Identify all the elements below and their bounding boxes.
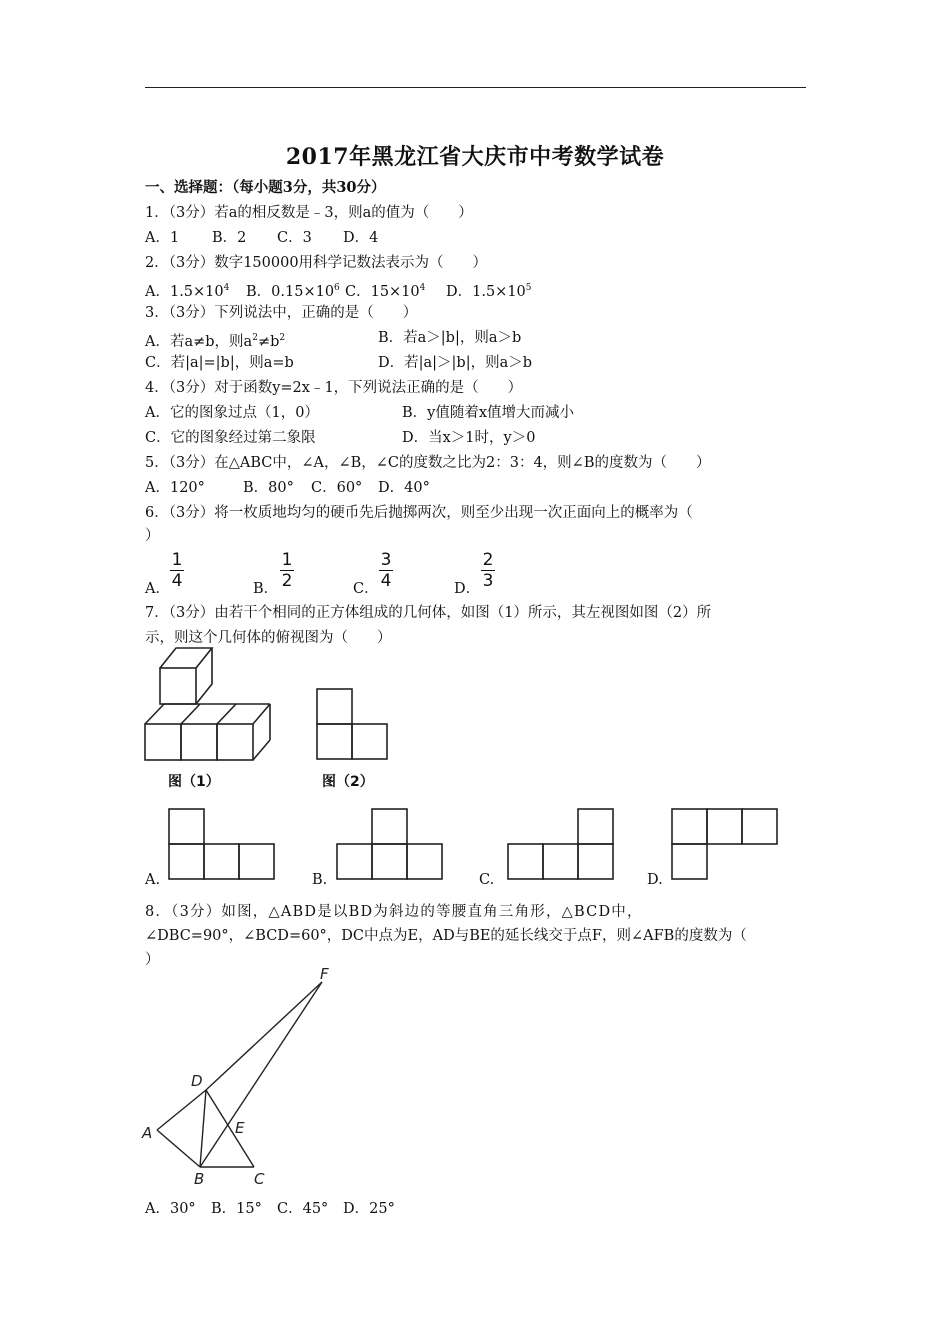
question-7-stem: 7．（3分）由若干个相同的正方体组成的几何体，如图（1）所示，其左视图如图（2）所 bbox=[145, 605, 712, 621]
option-d: D．当x＞1时，y＞0 bbox=[402, 430, 536, 446]
question-8-stem-end: ） bbox=[145, 952, 160, 968]
question-1-stem: 1．（3分）若a的相反数是﹣3，则a的值为（ ） bbox=[145, 205, 473, 221]
option-d: D．40° bbox=[378, 480, 430, 496]
option-a-label: A． bbox=[145, 581, 170, 597]
numerator: 1 bbox=[171, 550, 183, 570]
question-1-options bbox=[0, 229, 950, 247]
denominator: 3 bbox=[482, 571, 494, 591]
option-d-fraction bbox=[481, 551, 495, 590]
question-4-options-row1 bbox=[0, 404, 950, 422]
question-5-stem: 5．（3分）在△ABC中，∠A，∠B，∠C的度数之比为2：3：4，则∠B的度数为（ ） bbox=[145, 455, 711, 471]
option-b: B．80° bbox=[243, 480, 294, 496]
question-2-options bbox=[0, 279, 950, 300]
question-3-options-row1 bbox=[0, 329, 950, 350]
segment-db bbox=[200, 1090, 206, 1167]
question-6-stem: 6．（3分）将一枚质地均匀的硬币先后抛掷两次，则至少出现一次正面向上的概率为（ bbox=[145, 505, 693, 521]
option-b: B．y值随着x值增大而减小 bbox=[402, 405, 575, 421]
option-d: D．$1.5\times 10^5$ bbox=[446, 283, 532, 300]
point-label-b: B bbox=[194, 1170, 205, 1188]
denominator: 4 bbox=[380, 571, 392, 591]
question-8-options bbox=[0, 1200, 950, 1218]
option-d-view bbox=[667, 806, 785, 884]
option-c-label: C． bbox=[353, 581, 379, 597]
point-label-e: E bbox=[235, 1119, 245, 1137]
segment-fb bbox=[200, 982, 322, 1167]
option-d-label: D． bbox=[454, 581, 481, 597]
question-8-stem-cont: ∠DBC=90°，∠BCD=60°，DC中点为E，AD与BE的延长线交于点F，则∠AFB的度数为（ bbox=[145, 928, 747, 944]
question-4-options-row2 bbox=[0, 429, 950, 447]
option-a: A．1 bbox=[145, 230, 180, 246]
option-b: B．2 bbox=[212, 230, 247, 246]
option-c: C．3 bbox=[277, 230, 312, 246]
question-6-options bbox=[0, 548, 950, 598]
page-title: 2017年黑龙江省大庆市中考数学试卷 bbox=[285, 144, 665, 170]
option-b-view bbox=[332, 806, 450, 884]
option-a-view bbox=[164, 806, 282, 884]
option-b: B．若a＞|b|，则a＞b bbox=[378, 330, 522, 346]
option-a: A．它的图象过点（1，0） bbox=[145, 405, 319, 421]
point-label-a: A bbox=[142, 1124, 153, 1142]
question-5-options bbox=[0, 479, 950, 497]
figure-1-caption: 图（1） bbox=[168, 774, 220, 790]
option-c-view bbox=[503, 806, 621, 884]
option-c: C．$15\times 10^4$ bbox=[345, 283, 426, 300]
point-label-f: F bbox=[320, 965, 329, 983]
segment-dc bbox=[206, 1090, 254, 1167]
segment-da bbox=[157, 1090, 206, 1130]
header-rule bbox=[145, 87, 806, 88]
option-c: C．45° bbox=[277, 1201, 329, 1217]
option-d: D．若|a|＞|b|，则a＞b bbox=[378, 355, 533, 371]
section-heading: 一、选择题：（每小题3分，共30分） bbox=[145, 179, 386, 196]
question-4-stem: 4．（3分）对于函数y=2x﹣1，下列说法正确的是（ ） bbox=[145, 380, 523, 396]
question-8-figure bbox=[138, 962, 338, 1190]
question-7-stem-cont: 示，则这个几何体的俯视图为（ ） bbox=[145, 630, 392, 646]
option-b: B．$0.15\times 10^6$ bbox=[246, 283, 340, 300]
figure-2-caption: 图（2） bbox=[322, 774, 374, 790]
option-a-label: A. bbox=[145, 872, 161, 888]
segment-ab bbox=[157, 1130, 200, 1167]
option-d: D．25° bbox=[343, 1201, 395, 1217]
question-2-stem: 2．（3分）数字150000用科学记数法表示为（ ） bbox=[145, 255, 488, 271]
option-c: C．60° bbox=[311, 480, 363, 496]
question-3-stem: 3．（3分）下列说法中，正确的是（ ） bbox=[145, 305, 418, 321]
numerator: 2 bbox=[482, 550, 494, 570]
denominator: 2 bbox=[281, 571, 293, 591]
option-c-fraction bbox=[379, 551, 393, 590]
figure-2-left-view bbox=[312, 684, 392, 764]
point-label-d: D bbox=[191, 1072, 203, 1090]
option-d: D．4 bbox=[343, 230, 379, 246]
option-b-label: B. bbox=[312, 872, 328, 888]
question-3-options-row2 bbox=[0, 354, 950, 372]
question-8-stem: 8．（3分）如图，△ABD是以BD为斜边的等腰直角三角形，△BCD中， bbox=[145, 904, 643, 920]
option-d-label: D. bbox=[647, 872, 663, 888]
segment-fd bbox=[206, 982, 322, 1090]
denominator: 4 bbox=[171, 571, 183, 591]
option-a-fraction bbox=[170, 551, 184, 590]
option-b-fraction bbox=[280, 551, 294, 590]
option-c-label: C. bbox=[479, 872, 495, 888]
numerator: 1 bbox=[281, 550, 293, 570]
option-b: B．15° bbox=[211, 1201, 262, 1217]
option-a: A．30° bbox=[145, 1201, 196, 1217]
point-label-c: C bbox=[254, 1170, 265, 1188]
figure-1-solid bbox=[140, 644, 280, 794]
question-6-stem-cont: ） bbox=[145, 528, 160, 544]
option-a: A．120° bbox=[145, 480, 205, 496]
option-c: C．它的图象经过第二象限 bbox=[145, 430, 316, 446]
option-c: C．若|a|=|b|，则a=b bbox=[145, 355, 294, 371]
option-a: A．$1.5\times 10^4$ bbox=[145, 283, 230, 300]
option-b-label: B． bbox=[253, 581, 279, 597]
option-a: A．若a≠b，则$a^2\ne b^2$ bbox=[145, 333, 286, 350]
numerator: 3 bbox=[380, 550, 392, 570]
